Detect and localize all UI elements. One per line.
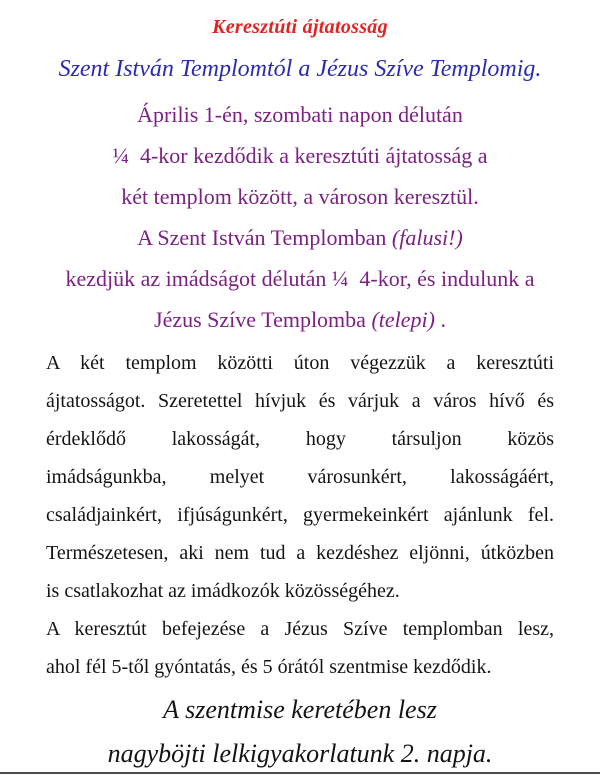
body-line: A két templom közötti úton végezzük a keresztúti: [46, 352, 554, 374]
document-title: Keresztúti ájtatosság: [212, 16, 388, 38]
announcement-start-church-note: (falusi!): [391, 225, 463, 250]
body-line: érdeklődő lakosságát, hogy társuljon közös: [46, 428, 554, 450]
announcement-line-start-church: [0, 217, 600, 258]
body-line: is csatlakozhat az imádkozók közösségéhez.: [46, 580, 400, 602]
closing-line-retreat: nagyböjti lelkigyakorlatunk 2. napja.: [107, 739, 493, 768]
announcement-block: [0, 94, 600, 340]
announcement-line-departure: kezdjük az imádságot délután ¼ 4-kor, és indulunk a: [65, 266, 535, 291]
announcement-line-start-time: ¼ 4-kor kezdődik a keresztúti ájtatosság a: [112, 143, 488, 168]
body-paragraphs: [0, 344, 600, 686]
body-line: ájtatosságot. Szeretettel hívjuk és várjuk a város hívő és: [46, 390, 554, 412]
body-line: ahol fél 5-től gyóntatás, és 5 órától szentmise kezdődik.: [46, 656, 492, 678]
announcement-end-church-note: (telepi): [371, 307, 435, 332]
closing-block: [0, 688, 600, 776]
announcement-end-church-period: .: [434, 307, 446, 332]
body-line: Természetesen, aki nem tud a kezdéshez eljönni, útközben: [46, 542, 554, 564]
announcement-end-church-text: Jézus Szíve Templomba: [154, 307, 372, 332]
announcement-start-church-text: A Szent István Templomban: [137, 225, 392, 250]
announcement-line-date: Április 1-én, szombati napon délután: [137, 102, 463, 127]
announcement-line-end-church: [0, 299, 600, 340]
body-line: családjainkért, ifjúságunkért, gyermekeinkért ajánlunk fel.: [46, 504, 554, 526]
body-line: imádságunkba, melyet városunkért, lakosságáért,: [46, 466, 554, 488]
document-subtitle: Szent István Templomtól a Jézus Szíve Templomig.: [58, 56, 542, 82]
announcement-line-route: két templom között, a városon keresztül.: [121, 184, 479, 209]
body-line: A keresztút befejezése a Jézus Szíve templomban lesz,: [46, 618, 554, 640]
page-bottom-edge-line: [0, 772, 600, 774]
closing-line-mass: A szentmise keretében lesz: [163, 695, 437, 724]
